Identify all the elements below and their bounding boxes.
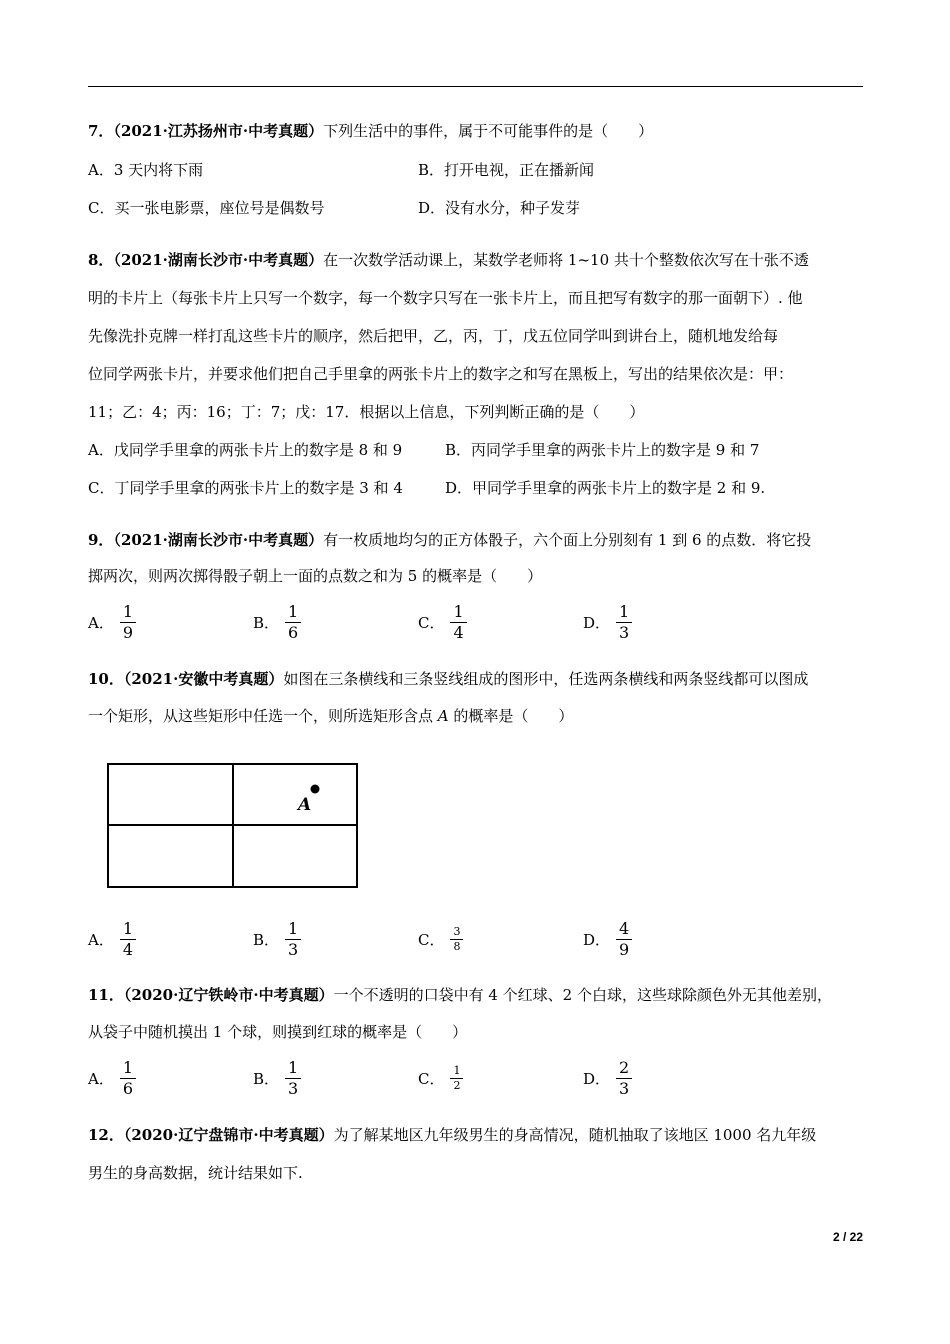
- q12-stem-line-1: [88, 1125, 816, 1145]
- q10-point-label: A: [437, 707, 449, 725]
- denominator: 8: [453, 939, 461, 953]
- fraction: [120, 1058, 136, 1099]
- numerator: 3: [450, 925, 463, 940]
- fraction: [450, 925, 463, 954]
- q12-text-line-2: 男生的身高数据，统计结果如下.: [88, 1164, 303, 1182]
- q10-stem-line-1: [88, 669, 808, 689]
- q8-text-line-4: 位同学两张卡片，并要求他们把自己手里拿的两张卡片上的数字之和写在黑板上，写出的结果依次是：甲：: [88, 365, 794, 383]
- q11-text-line-2: 从袋子中随机摸出 1 个球，则摸到红球的概率是（ ）: [88, 1023, 468, 1041]
- denominator: 3: [619, 1078, 630, 1098]
- q7-stem: [88, 121, 653, 141]
- q10-text-line-2-post: 的概率是（ ）: [448, 707, 574, 725]
- denominator: 2: [453, 1078, 461, 1092]
- q11-source: （2020·辽宁铁岭市·中考真题）: [123, 986, 334, 1004]
- q7-option-c: C．买一张电影票，座位号是偶数号: [88, 199, 325, 217]
- numerator: 2: [616, 1058, 632, 1079]
- fraction: [616, 1058, 632, 1099]
- q9-text-line-1: 有一枚质地均匀的正方体骰子，六个面上分别刻有 1 到 6 的点数．将它投: [323, 531, 812, 549]
- q8-option-d: D．甲同学手里拿的两张卡片上的数字是 2 和 9.: [445, 479, 766, 497]
- q8-option-b: B．丙同学手里拿的两张卡片上的数字是 9 和 7: [445, 441, 760, 459]
- q11-stem-line-1: [88, 985, 832, 1005]
- fraction: [450, 1064, 463, 1093]
- q8-text-line-2: 明的卡片上（每张卡片上只写一个数字，每一个数字只写在一张卡片上，而且把写有数字的那一面朝下）. 他: [88, 289, 803, 307]
- fraction: [120, 919, 136, 960]
- q9-option-d: [583, 597, 632, 647]
- option-label: D．: [583, 930, 611, 949]
- q10-number: 10．: [88, 670, 124, 688]
- numerator: 1: [285, 1058, 301, 1079]
- q9-option-c: [418, 597, 467, 647]
- q11-option-a: [88, 1053, 136, 1103]
- option-label: D．: [583, 1069, 611, 1088]
- q8-option-a: A．戊同学手里拿的两张卡片上的数字是 8 和 9: [88, 441, 403, 459]
- denominator: 9: [619, 939, 630, 959]
- q10-option-c: [418, 914, 463, 964]
- q10-option-d: [583, 914, 632, 964]
- numerator: 1: [450, 1064, 463, 1079]
- numerator: 1: [120, 919, 136, 940]
- fraction: [285, 602, 301, 643]
- q11-option-d: [583, 1053, 632, 1103]
- option-label: C．: [418, 1069, 445, 1088]
- q9-source: （2021·湖南长沙市·中考真题）: [113, 531, 324, 549]
- option-label: B．: [253, 930, 280, 949]
- q8-text-line-3: 先像洗扑克牌一样打乱这些卡片的顺序，然后把甲，乙，丙，丁，戊五位同学叫到讲台上，随机地发给每: [88, 327, 779, 345]
- q11-option-b: [253, 1053, 301, 1103]
- q12-text-line-1: 为了解某地区九年级男生的身高情况，随机抽取了该地区 1000 名九年级: [333, 1126, 817, 1144]
- q7-option-b: B．打开电视，正在播新闻: [418, 161, 595, 179]
- denominator: 3: [288, 1078, 299, 1098]
- q8-stem-line-1: [88, 250, 809, 270]
- q10-text-line-1: 如图在三条横线和三条竖线组成的图形中，任选两条横线和两条竖线都可以图成: [283, 670, 809, 688]
- q10-stem-line-2: [88, 706, 573, 726]
- numerator: 1: [120, 602, 136, 623]
- q10-source: （2021·安徽中考真题）: [123, 670, 284, 688]
- q11-number: 11．: [88, 986, 124, 1004]
- numerator: 1: [120, 1058, 136, 1079]
- q7-text: 下列生活中的事件，属于不可能事件的是（ ）: [323, 122, 654, 140]
- q10-text-line-2-pre: 一个矩形，从这些矩形中任选一个，则所选矩形含点: [88, 707, 438, 725]
- option-label: D．: [583, 613, 611, 632]
- numerator: 1: [285, 602, 301, 623]
- option-label: A．: [88, 930, 114, 949]
- q8-option-c: C．丁同学手里拿的两张卡片上的数字是 3 和 4: [88, 479, 403, 497]
- fraction: [285, 919, 301, 960]
- fraction: [450, 602, 466, 643]
- q12-source: （2020·辽宁盘锦市·中考真题）: [123, 1126, 334, 1144]
- fraction: [285, 1058, 301, 1099]
- q9-text-line-2: 掷两次，则两次掷得骰子朝上一面的点数之和为 5 的概率是（ ）: [88, 567, 543, 585]
- q8-text-line-1: 在一次数学活动课上，某数学老师将 1~10 共十个整数依次写在十张不透: [323, 251, 809, 269]
- denominator: 4: [122, 939, 134, 959]
- denominator: 6: [122, 1078, 134, 1098]
- q8-text-line-5: 11；乙：4；丙：16；丁：7；戊：17．根据以上信息，下列判断正确的是（ ）: [88, 403, 645, 421]
- q7-number: 7．: [88, 122, 114, 140]
- q10-option-b: [253, 914, 301, 964]
- header-rule: [88, 86, 863, 87]
- denominator: 6: [288, 622, 299, 642]
- option-label: C．: [418, 930, 445, 949]
- point-a-dot: [311, 785, 320, 794]
- q9-number: 9．: [88, 531, 114, 549]
- fraction: [616, 602, 632, 643]
- option-label: B．: [253, 613, 280, 632]
- denominator: 3: [288, 939, 299, 959]
- q8-source: （2021·湖南长沙市·中考真题）: [113, 251, 324, 269]
- q11-option-c: [418, 1053, 463, 1103]
- grid-figure: [107, 763, 359, 889]
- point-a-label: A: [298, 795, 312, 815]
- q9-stem-line-1: [88, 530, 811, 550]
- numerator: 1: [616, 602, 632, 623]
- q11-text-line-1: 一个不透明的口袋中有 4 个红球、2 个白球，这些球除颜色外无其他差别，: [333, 986, 832, 1004]
- option-label: A．: [88, 613, 114, 632]
- denominator: 3: [619, 622, 630, 642]
- page-number: 2 / 22: [832, 1230, 863, 1244]
- denominator: 4: [453, 622, 464, 642]
- q9-option-a: [88, 597, 136, 647]
- q7-option-a: A．3 天内将下雨: [88, 161, 204, 179]
- numerator: 4: [616, 919, 632, 940]
- option-label: A．: [88, 1069, 114, 1088]
- option-label: C．: [418, 613, 445, 632]
- q10-option-a: [88, 914, 136, 964]
- fraction: [616, 919, 632, 960]
- q7-source: （2021·江苏扬州市·中考真题）: [113, 122, 324, 140]
- q9-option-b: [253, 597, 301, 647]
- denominator: 9: [122, 622, 134, 642]
- q12-number: 12．: [88, 1126, 124, 1144]
- option-label: B．: [253, 1069, 280, 1088]
- numerator: 1: [450, 602, 466, 623]
- fraction: [120, 602, 136, 643]
- q7-option-d: D．没有水分，种子发芽: [418, 199, 581, 217]
- numerator: 1: [285, 919, 301, 940]
- q8-number: 8．: [88, 251, 114, 269]
